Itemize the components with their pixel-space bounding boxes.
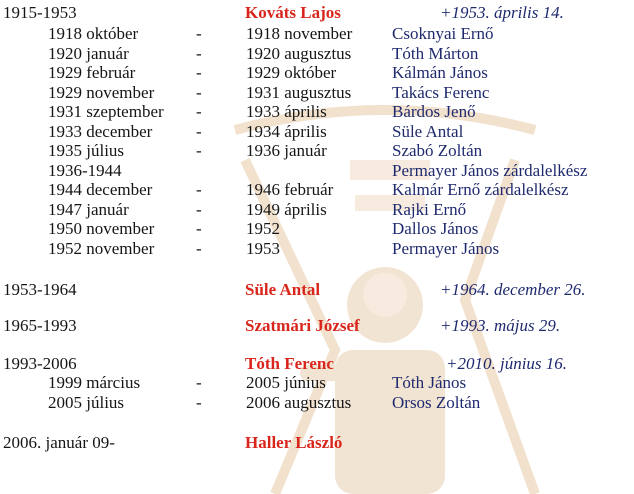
assistant-name: Bárdos Jenő bbox=[392, 102, 476, 121]
assistant-name: Kalmár Ernő zárdalelkész bbox=[392, 180, 569, 199]
assistant-to-date: 2005 június bbox=[246, 373, 326, 392]
assistant-to-date: 1933 április bbox=[246, 102, 327, 121]
date-separator: - bbox=[196, 180, 202, 199]
assistant-to-date: 1949 április bbox=[246, 200, 327, 219]
date-separator: - bbox=[196, 24, 202, 43]
date-separator: - bbox=[196, 102, 202, 121]
assistant-from-date: 1918 október bbox=[48, 24, 139, 43]
period-range: 1953-1964 bbox=[3, 280, 77, 299]
assistant-from-date: 1944 december bbox=[48, 180, 153, 199]
pastor-name: Kováts Lajos bbox=[245, 3, 341, 22]
assistant-to-date: 1934 április bbox=[246, 122, 327, 141]
assistant-from-date: 1936-1944 bbox=[48, 161, 122, 180]
date-separator: - bbox=[196, 200, 202, 219]
date-separator: - bbox=[196, 83, 202, 102]
assistant-name: Orsos Zoltán bbox=[392, 393, 481, 412]
death-date: +1953. április 14. bbox=[440, 3, 564, 22]
assistant-to-date: 2006 augusztus bbox=[246, 393, 352, 412]
period-range: 1993-2006 bbox=[3, 354, 77, 373]
date-separator: - bbox=[196, 393, 202, 412]
assistant-name: Permayer János zárdalelkész bbox=[392, 161, 588, 180]
assistant-to-date: 1946 február bbox=[246, 180, 334, 199]
pastor-name: Tóth Ferenc bbox=[245, 354, 334, 373]
date-separator: - bbox=[196, 63, 202, 82]
assistant-name: Permayer János bbox=[392, 239, 500, 258]
pastor-name: Haller László bbox=[245, 433, 343, 452]
assistant-to-date: 1920 augusztus bbox=[246, 44, 352, 63]
assistant-from-date: 1952 november bbox=[48, 239, 155, 258]
date-separator: - bbox=[196, 219, 202, 238]
death-date: +2010. június 16. bbox=[446, 354, 568, 373]
date-separator: - bbox=[196, 373, 202, 392]
assistant-name: Süle Antal bbox=[392, 122, 464, 141]
assistant-to-date: 1952 bbox=[246, 219, 280, 238]
assistant-from-date: 1931 szeptember bbox=[48, 102, 164, 121]
assistant-name: Tóth János bbox=[392, 373, 467, 392]
assistant-to-date: 1918 november bbox=[246, 24, 353, 43]
assistant-name: Dallos János bbox=[392, 219, 479, 238]
period-range: 2006. január 09- bbox=[3, 433, 115, 452]
assistant-from-date: 1935 július bbox=[48, 141, 125, 160]
pastor-name: Süle Antal bbox=[245, 280, 321, 299]
assistant-name: Csoknyai Ernő bbox=[392, 24, 494, 43]
assistant-to-date: 1936 január bbox=[246, 141, 327, 160]
assistant-from-date: 1999 március bbox=[48, 373, 141, 392]
assistant-from-date: 1947 január bbox=[48, 200, 129, 219]
assistant-name: Tóth Márton bbox=[392, 44, 479, 63]
assistant-to-date: 1929 október bbox=[246, 63, 337, 82]
period-range: 1915-1953 bbox=[3, 3, 77, 22]
assistant-from-date: 1920 január bbox=[48, 44, 129, 63]
period-range: 1965-1993 bbox=[3, 316, 77, 335]
assistant-from-date: 1933 december bbox=[48, 122, 153, 141]
assistant-from-date: 2005 július bbox=[48, 393, 125, 412]
assistant-name: Takács Ferenc bbox=[392, 83, 490, 102]
date-separator: - bbox=[196, 122, 202, 141]
pastor-name: Szatmári József bbox=[245, 316, 360, 335]
death-date: +1964. december 26. bbox=[440, 280, 586, 299]
assistant-name: Kálmán János bbox=[392, 63, 488, 82]
death-date: +1993. május 29. bbox=[440, 316, 561, 335]
assistant-to-date: 1953 bbox=[246, 239, 280, 258]
date-separator: - bbox=[196, 141, 202, 160]
assistant-name: Szabó Zoltán bbox=[392, 141, 483, 160]
assistant-to-date: 1931 augusztus bbox=[246, 83, 352, 102]
date-separator: - bbox=[196, 239, 202, 258]
assistant-name: Rajki Ernő bbox=[392, 200, 467, 219]
assistant-from-date: 1929 február bbox=[48, 63, 136, 82]
assistant-from-date: 1950 november bbox=[48, 219, 155, 238]
date-separator: - bbox=[196, 44, 202, 63]
assistant-from-date: 1929 november bbox=[48, 83, 155, 102]
